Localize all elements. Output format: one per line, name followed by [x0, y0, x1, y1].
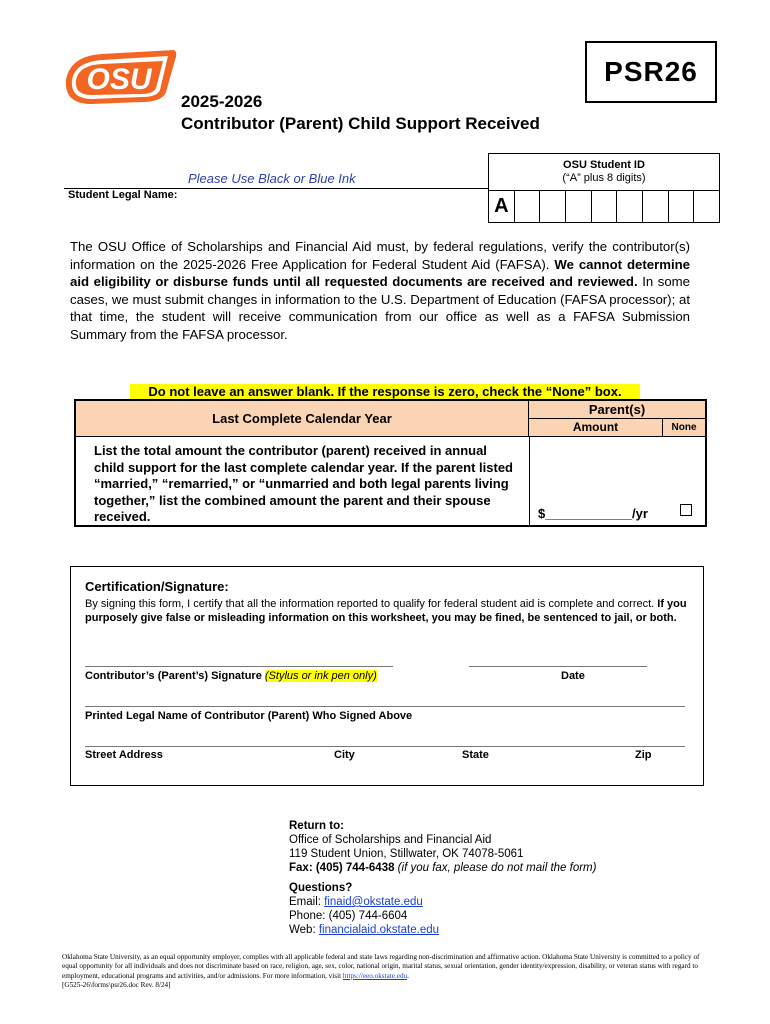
printed-name-line[interactable] [85, 706, 685, 707]
child-support-table [74, 399, 707, 527]
signature-label-text: Contributor’s (Parent’s) Signature [85, 670, 265, 682]
student-id-digit-3[interactable] [566, 190, 592, 222]
table-header-year: Last Complete Calendar Year [76, 401, 529, 437]
ink-instruction: Please Use Black or Blue Ink [188, 171, 356, 186]
warning-banner: Do not leave an answer blank. If the response is zero, check the “None” box. [130, 384, 640, 399]
student-id-digit-7[interactable] [669, 190, 695, 222]
table-header-parents: Parent(s) [529, 401, 705, 419]
return-info [289, 819, 596, 937]
email-label: Email: [289, 896, 325, 908]
form-year: 2025-2026 [181, 92, 263, 111]
street-address-label: Street Address [85, 749, 163, 761]
eeo-end: . [407, 971, 409, 980]
student-id-digit-5[interactable] [617, 190, 643, 222]
table-header-amount: Amount [529, 419, 663, 437]
student-id-header [489, 154, 719, 191]
web-label: Web: [289, 924, 319, 936]
certification-warning: If you purposely give false or misleading information on this worksheet, you may be fined, be sentenced to jail, or both. [85, 598, 687, 624]
student-id-subtitle: (“A” plus 8 digits) [562, 172, 646, 184]
student-id-digit-4[interactable] [592, 190, 618, 222]
student-id-title: OSU Student ID [563, 159, 645, 171]
form-title: Contributor (Parent) Child Support Received [181, 114, 540, 133]
eeo-statement: Oklahoma State University, as an equal opportunity employer, complies with all applicable federal and state laws regarding non-discrimination and affirmative action. Oklahoma State University is committed to a policy of equal opportunity for all individuals and does not discriminate based on race, religion, age, sex, color, national origin, marital status, sexual orientation, gender identity/expression, disability, or veteran status with regard to employment, educational programs and activities, and/or admissions. For more information, visit [62, 953, 700, 980]
date-line[interactable] [469, 666, 647, 667]
doc-reference: [G525-26\forms\psr26.doc Rev. 8/24] [62, 981, 171, 990]
form-code-box: PSR26 [585, 41, 717, 103]
return-fax [289, 861, 596, 875]
intro-text-1: The OSU Office of Scholarships and Financial Aid must, by federal regulations, verify the contributor(s) information on the 2025-2026 Free Application for Federal Student Aid (FAFSA). [70, 239, 690, 272]
table-header-none: None [663, 419, 705, 437]
signature-line[interactable] [85, 666, 393, 667]
questions-heading: Questions? [289, 882, 353, 894]
signature-note: (Stylus or ink pen only) [264, 670, 377, 682]
student-id-digit-8[interactable] [694, 190, 719, 222]
eeo-link[interactable]: https://eeo.okstate.edu [342, 971, 408, 980]
amount-field[interactable]: $____________/yr [538, 506, 648, 521]
return-office: Office of Scholarships and Financial Aid [289, 834, 492, 846]
student-id-digit-2[interactable] [540, 190, 566, 222]
svg-text:OSU: OSU [86, 63, 152, 96]
table-question: List the total amount the contributor (parent) received in annual child support for the last complete calendar year. If the parent listed “married,” “remarried,” or “unmarried and both legal parents living together,” list the combined amount the parent and their spouse received. [94, 443, 513, 524]
student-id-digit-6[interactable] [643, 190, 669, 222]
certification-text [85, 597, 691, 625]
student-id-box [488, 153, 720, 223]
address-line[interactable] [85, 746, 685, 747]
state-label: State [462, 749, 489, 761]
email-row [289, 895, 596, 909]
intro-text-2: In some cases, we must submit changes in information to the U.S. Department of Education (FAFSA processor); at that time, the student will receive communication from our office as well as a FAFSA Submission Summary from the FAFSA processor. [70, 274, 690, 342]
student-id-prefix: A [489, 190, 515, 222]
fax-number: Fax: (405) 744-6438 [289, 862, 395, 874]
date-label: Date [561, 670, 585, 682]
certification-statement: By signing this form, I certify that all the information reported to qualify for federal student aid is complete and correct. [85, 598, 658, 610]
city-label: City [334, 749, 355, 761]
student-id-digit-1[interactable] [515, 190, 541, 222]
phone-row: Phone: (405) 744-6604 [289, 910, 408, 922]
return-heading: Return to: [289, 820, 344, 832]
none-checkbox[interactable] [680, 504, 692, 516]
email-link[interactable]: finaid@okstate.edu [324, 896, 423, 908]
student-legal-name-field[interactable]: Student Legal Name: [68, 189, 178, 201]
intro-paragraph [70, 238, 690, 343]
certification-section [70, 566, 704, 786]
web-link[interactable]: financialaid.okstate.edu [318, 924, 440, 936]
zip-label: Zip [635, 749, 652, 761]
fax-note: (if you fax, please do not mail the form) [394, 862, 597, 874]
certification-title: Certification/Signature: [85, 579, 229, 594]
eeo-footer [62, 953, 712, 991]
intro-text-bold: We cannot determine aid eligibility or disburse funds until all requested documents are received and reviewed. [70, 256, 690, 289]
osu-logo [62, 46, 180, 108]
printed-name-label: Printed Legal Name of Contributor (Parent) Who Signed Above [85, 710, 413, 722]
table-divider [529, 437, 530, 525]
return-address: 119 Student Union, Stillwater, OK 74078-5061 [289, 848, 524, 860]
web-row [289, 923, 596, 937]
signature-label [85, 670, 377, 682]
